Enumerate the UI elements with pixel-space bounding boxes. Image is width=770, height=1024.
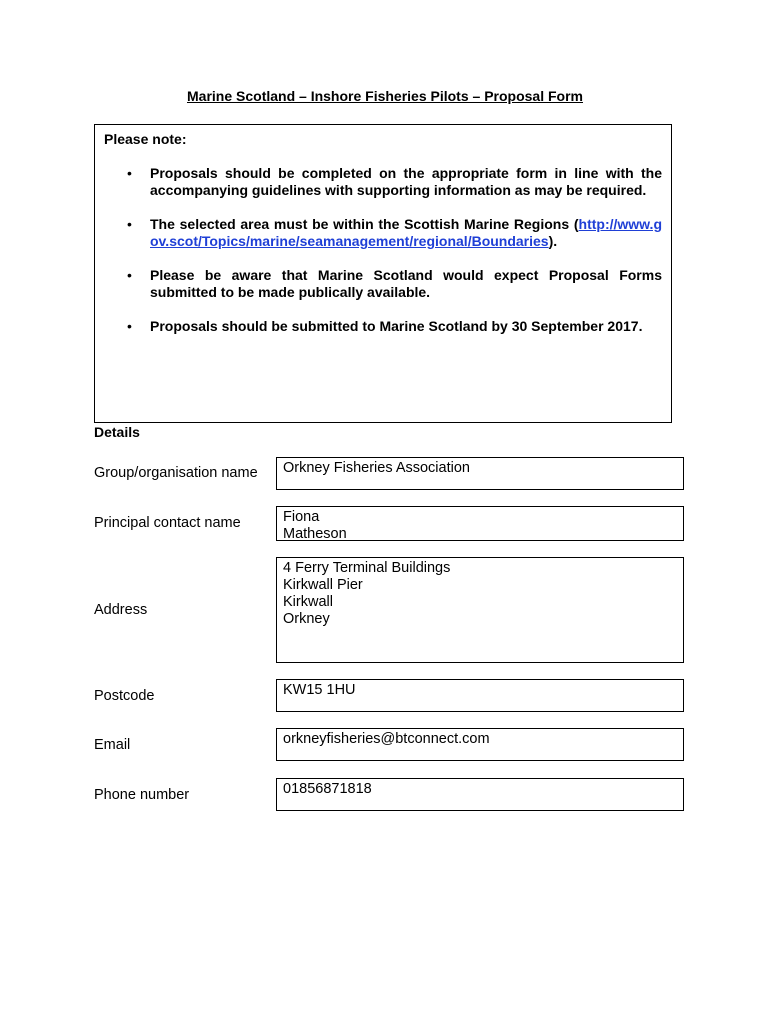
phone-field[interactable]: 01856871818 [276,778,684,811]
group-name-label: Group/organisation name [94,465,258,481]
phone-label: Phone number [94,787,190,803]
boundaries-link[interactable]: http://www.gov.scot/Topics/marine/seamanagement/regional/Boundaries [150,216,662,249]
note-bullet-item [95,165,671,199]
note-box [94,124,672,423]
postcode-field[interactable]: KW15 1HU [276,679,684,712]
bullet-icon: • [127,318,132,334]
note-bullet-text: ). [548,233,558,249]
address-label: Address [94,602,148,618]
contact-name-field[interactable]: Fiona Matheson [276,506,684,541]
form-title: Marine Scotland – Inshore Fisheries Pilots – Proposal Form [187,88,583,104]
postcode-label: Postcode [94,688,155,704]
note-bullet-text: Please be aware that Marine Scotland would expect Proposal Forms submitted to be made publically available. [150,267,662,300]
email-field[interactable]: orkneyfisheries@btconnect.com [276,728,684,761]
address-field[interactable]: 4 Ferry Terminal Buildings Kirkwall Pier Kirkwall Orkney [276,557,684,663]
note-bullet-list [95,165,671,352]
note-bullet-text: The selected area must be within the Scottish Marine Regions ( [150,216,579,232]
note-heading: Please note: [104,131,187,147]
details-heading: Details [94,424,140,440]
note-bullet-text: Proposals should be submitted to Marine Scotland by 30 September 2017. [150,318,643,334]
note-bullet-item [95,216,671,250]
bullet-icon: • [127,216,132,232]
note-bullet-item [95,267,671,301]
bullet-icon: • [127,267,132,283]
note-bullet-text: Proposals should be completed on the appropriate form in line with the accompanying guidelines with supporting information as may be required. [150,165,662,198]
group-name-field[interactable]: Orkney Fisheries Association [276,457,684,490]
note-bullet-item [95,318,671,335]
email-label: Email [94,737,131,753]
contact-name-label: Principal contact name [94,515,241,531]
bullet-icon: • [127,165,132,181]
